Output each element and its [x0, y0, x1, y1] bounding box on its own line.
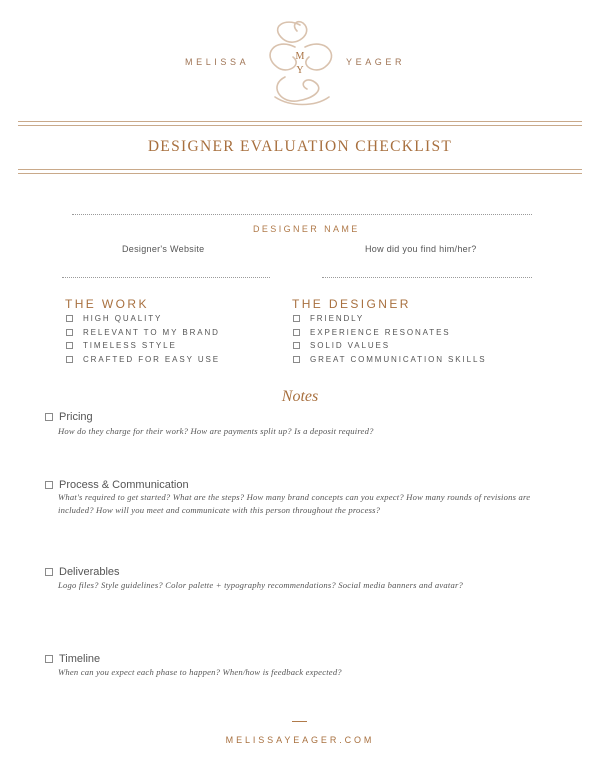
note-timeline-text: When can you expect each phase to happen? When/how is feedback expected?	[58, 667, 342, 677]
website-label: Designer's Website	[122, 244, 205, 254]
the-work-list	[66, 312, 220, 366]
the-designer-heading: THE DESIGNER	[292, 297, 411, 311]
page-title: DESIGNER EVALUATION CHECKLIST	[147, 138, 453, 155]
checkbox-icon[interactable]	[293, 342, 300, 349]
note-deliverables-text: Logo files? Style guidelines? Color palette + typography recommendations? Social media banners and avatar?	[58, 580, 463, 590]
monogram-letter-m: M	[295, 51, 305, 62]
footer-divider	[292, 721, 307, 722]
checkbox-icon[interactable]	[66, 315, 73, 322]
checkbox-icon[interactable]	[45, 481, 53, 489]
checkbox-icon[interactable]	[45, 655, 53, 663]
header-rule-top-inner	[18, 125, 582, 126]
note-pricing-text: How do they charge for their work? How are payments split up? Is a deposit required?	[58, 426, 374, 436]
brand-last-name: YEAGER	[346, 57, 406, 67]
checkbox-icon[interactable]	[66, 329, 73, 336]
designer-item[interactable]: EXPERIENCE RESONATES	[293, 326, 487, 340]
checkbox-icon[interactable]	[66, 342, 73, 349]
the-work-heading: THE WORK	[65, 297, 149, 311]
the-designer-list	[293, 312, 487, 366]
note-deliverables-title[interactable]: Deliverables	[45, 566, 120, 578]
checkbox-icon[interactable]	[45, 568, 53, 576]
work-item[interactable]: TIMELESS STYLE	[66, 339, 220, 353]
header-rule-bottom	[18, 173, 582, 174]
work-item[interactable]: HIGH QUALITY	[66, 312, 220, 326]
website-line[interactable]	[62, 277, 270, 278]
monogram-logo-icon	[255, 15, 345, 110]
note-timeline-title[interactable]: Timeline	[45, 653, 100, 665]
designer-item[interactable]: GREAT COMMUNICATION SKILLS	[293, 353, 487, 367]
notes-heading: Notes	[281, 388, 319, 405]
found-label: How did you find him/her?	[365, 244, 477, 254]
header-rule-top	[18, 121, 582, 122]
checkbox-icon[interactable]	[66, 356, 73, 363]
work-item[interactable]: RELEVANT TO MY BRAND	[66, 326, 220, 340]
designer-name-label: DESIGNER NAME	[253, 224, 360, 234]
note-process-text: What's required to get started? What are the steps? How many brand concepts can you expect? How many rounds of revisions are included? How will you meet and communicate with this person throughout the process?	[58, 492, 531, 515]
found-line[interactable]	[322, 277, 532, 278]
checkbox-icon[interactable]	[293, 356, 300, 363]
designer-item[interactable]: FRIENDLY	[293, 312, 487, 326]
designer-item[interactable]: SOLID VALUES	[293, 339, 487, 353]
header-rule-bottom-inner	[18, 169, 582, 170]
checkbox-icon[interactable]	[293, 329, 300, 336]
checkbox-icon[interactable]	[45, 413, 53, 421]
note-process-title[interactable]: Process & Communication	[45, 479, 189, 491]
checkbox-icon[interactable]	[293, 315, 300, 322]
designer-name-line[interactable]	[72, 214, 532, 215]
work-item[interactable]: CRAFTED FOR EASY USE	[66, 353, 220, 367]
footer-website[interactable]: MELISSAYEAGER.COM	[225, 735, 375, 745]
brand-first-name: MELISSA	[185, 57, 250, 67]
monogram-letter-y: Y	[296, 65, 304, 76]
note-pricing-title[interactable]: Pricing	[45, 411, 93, 423]
